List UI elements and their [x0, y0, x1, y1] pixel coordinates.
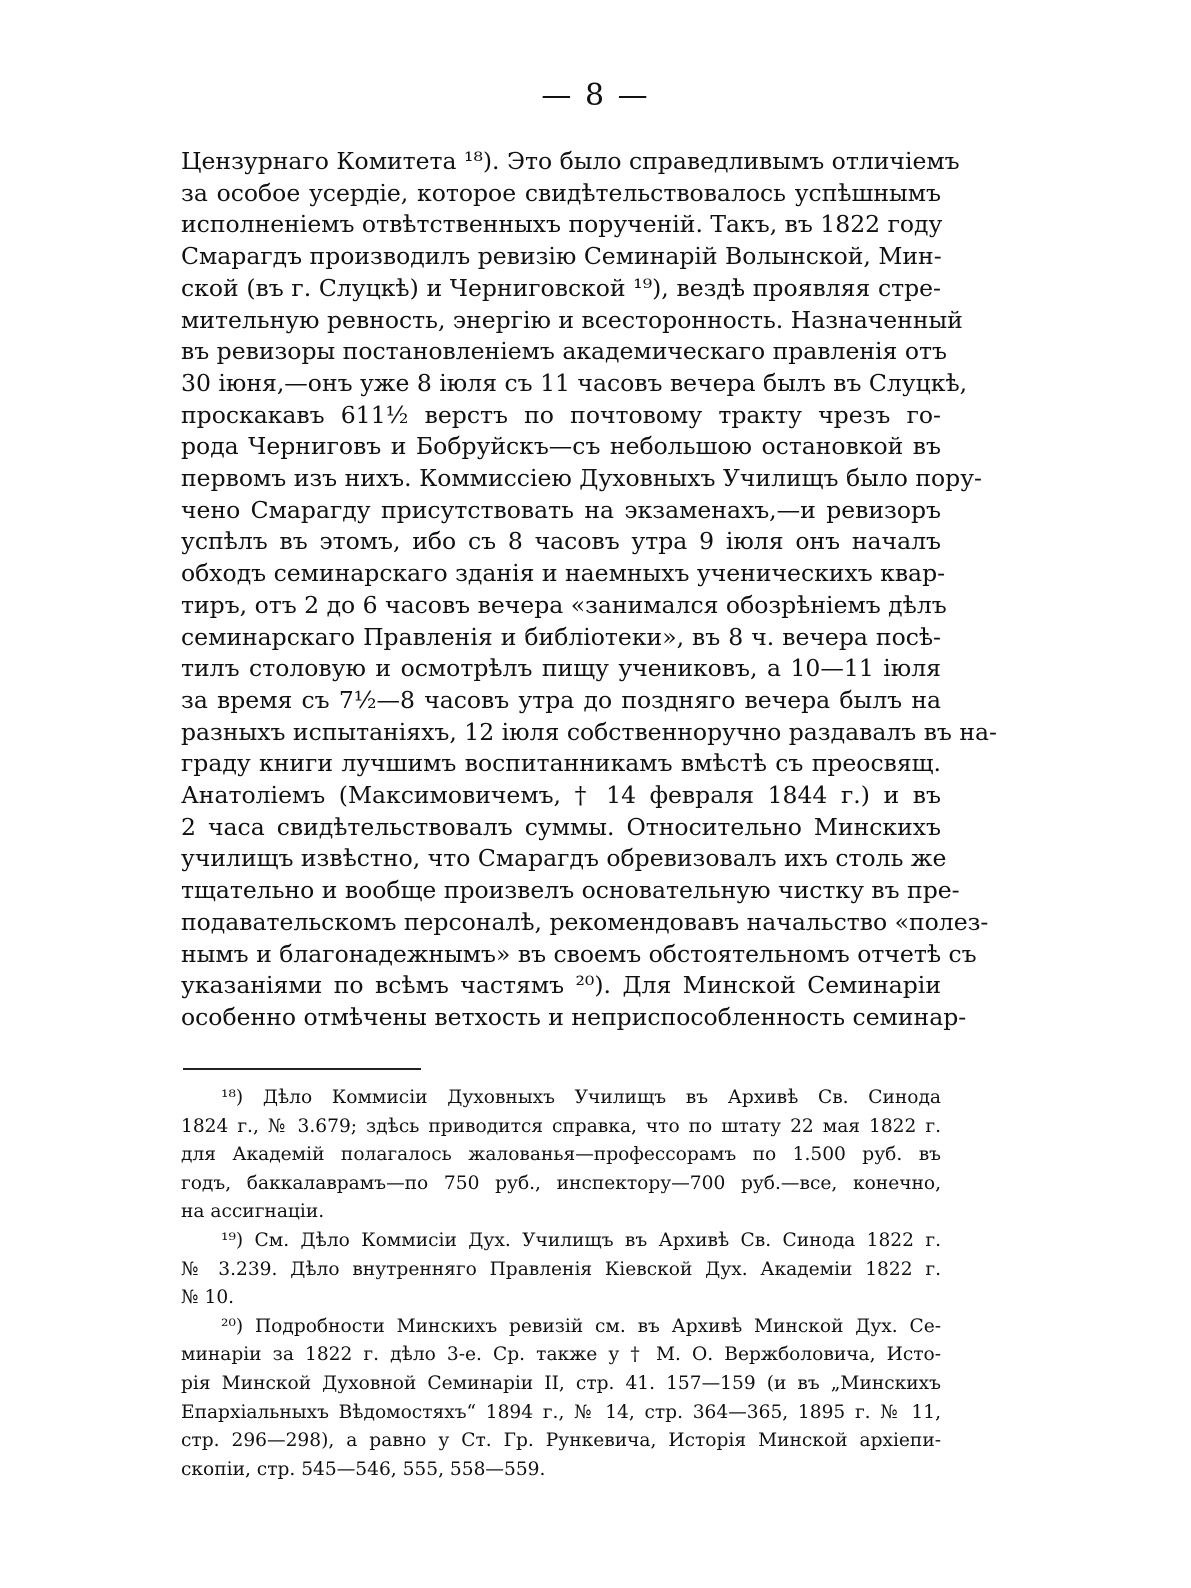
footnote-line: № 3.239. Дѣло внутренняго Правленiя Кiевской Дух. Академiи 1822 г. [181, 1258, 941, 1280]
text-line: особенно отмѣчены ветхость и неприспособленность семинар- [181, 1002, 967, 1031]
text-line: обходъ семинарскаго зданiя и наемныхъ ученическихъ квар- [181, 559, 946, 588]
footnote-line: ¹⁹) См. Дѣло Коммисiи Дух. Училищъ въ Архивѣ Св. Синода 1822 г. [221, 1229, 941, 1251]
text-line: нымъ и благонадежнымъ» въ своемъ обстоятельномъ отчетѣ съ [181, 939, 977, 968]
text-line: за особое усердiе, которое свидѣтельствовалось успѣшнымъ [181, 178, 941, 207]
text-line: граду книги лучшимъ воспитанникамъ вмѣстѣ съ преосвящ. [181, 749, 941, 778]
text-line: успѣлъ въ этомъ, ибо съ 8 часовъ утра 9 iюля онъ началъ [181, 527, 941, 556]
footnote-18 [181, 1084, 941, 1227]
text-line: разныхъ испытанiяхъ, 12 iюля собственноручно раздавалъ въ на- [181, 717, 997, 746]
page-number: — 8 — [541, 78, 650, 113]
footnote-line: ²⁰) Подробности Минскихъ ревизiй см. въ Архивѣ Минской Дух. Се- [221, 1315, 941, 1337]
text-line: тщательно и вообще произвелъ основательную чистку въ пре- [181, 876, 960, 905]
footnote-line: скопiи, стр. 545—546, 555, 558—559. [181, 1458, 546, 1480]
text-line: за время съ 7½—8 часовъ утра до поздняго вечера былъ на [181, 685, 941, 714]
footnote-line: рiя Минской Духовной Семинарiи II, стр. 41. 157—159 (и въ „Минскихъ [181, 1372, 941, 1394]
text-line: семинарскаго Правленiя и библiотеки», въ 8 ч. вечера посѣ- [181, 622, 941, 651]
footnote-line: стр. 296—298), а равно у Ст. Гр. Рункевича, Исторiя Минской архiепи- [181, 1430, 941, 1452]
footnote-line: на ассигнацiи. [181, 1201, 325, 1223]
footnote-line: Епархiальныхъ Вѣдомостяхъ“ 1894 г., № 14, стр. 364—365, 1895 г. № 11, [181, 1401, 941, 1423]
footnote-divider [183, 1068, 421, 1070]
text-line: проскакавъ 611½ верстъ по почтовому тракту чрезъ го- [181, 400, 941, 429]
footnote-line: для Академiй полагалось жалованья—профессорамъ по 1.500 руб. въ [181, 1144, 941, 1166]
text-line: тилъ столовую и осмотрѣлъ пищу учениковъ, а 10—11 iюля [181, 654, 941, 683]
text-line: училищъ извѣстно, что Смарагдъ обревизовалъ ихъ столь же [181, 844, 947, 873]
text-line: исполненiемъ отвѣтственныхъ порученiй. Такъ, въ 1822 году [181, 210, 943, 239]
text-line: указанiями по всѣмъ частямъ ²⁰). Для Минской Семинарiи [181, 971, 941, 1000]
footnotes [181, 1084, 941, 1484]
footnote-20 [181, 1313, 941, 1485]
text-line: въ ревизоры постановленiемъ академическаго правленiя отъ [181, 337, 947, 366]
text-line: Смарагдъ производилъ ревизiю Семинарiй Волынской, Мин- [181, 242, 942, 271]
main-text [181, 146, 997, 1034]
text-line: 30 iюня,—онъ уже 8 iюля съ 11 часовъ вечера былъ въ Слуцкѣ, [181, 368, 968, 397]
text-line: мительную ревность, энергiю и всесторонность. Назначенный [181, 305, 963, 334]
text-line: Цензурнаго Комитета ¹⁸). Это было справедливымъ отличiемъ [181, 147, 960, 175]
text-line: 2 часа свидѣтельствовалъ суммы. Относительно Минскихъ [181, 812, 941, 841]
text-line: Анатолiемъ (Максимовичемъ, † 14 февраля 1844 г.) и въ [181, 781, 941, 810]
footnote-19 [181, 1227, 941, 1313]
text-line: тиръ, отъ 2 до 6 часовъ вечера «занимался обозрѣнiемъ дѣлъ [181, 590, 947, 619]
footnote-line: минарiи за 1822 г. дѣло 3-е. Ср. также у † М. О. Вержболовича, Исто- [181, 1344, 941, 1366]
text-line: подавательскомъ персоналѣ, рекомендовавъ начальство «полез- [181, 907, 989, 936]
text-line: ской (въ г. Слуцкѣ) и Черниговской ¹⁹), вездѣ проявляя стре- [181, 273, 941, 302]
footnote-line: годъ, баккалаврамъ—по 750 руб., инспектору—700 руб.—все, конечно, [181, 1172, 941, 1194]
text-line: рода Черниговъ и Бобруйскъ—съ небольшою остановкой въ [181, 432, 941, 461]
footnote-line: 1824 г., № 3.679; здѣсь приводится справка, что по штату 22 мая 1822 г. [181, 1115, 941, 1137]
footnote-line: ¹⁸) Дѣло Коммисiи Духовныхъ Училищъ въ Архивѣ Св. Синода [221, 1087, 941, 1108]
footnote-line: № 10. [181, 1287, 235, 1309]
text-line: первомъ изъ нихъ. Коммиссiею Духовныхъ Училищъ было пору- [181, 464, 982, 493]
text-line: чено Смарагду присутствовать на экзаменахъ,—и ревизоръ [181, 495, 941, 524]
